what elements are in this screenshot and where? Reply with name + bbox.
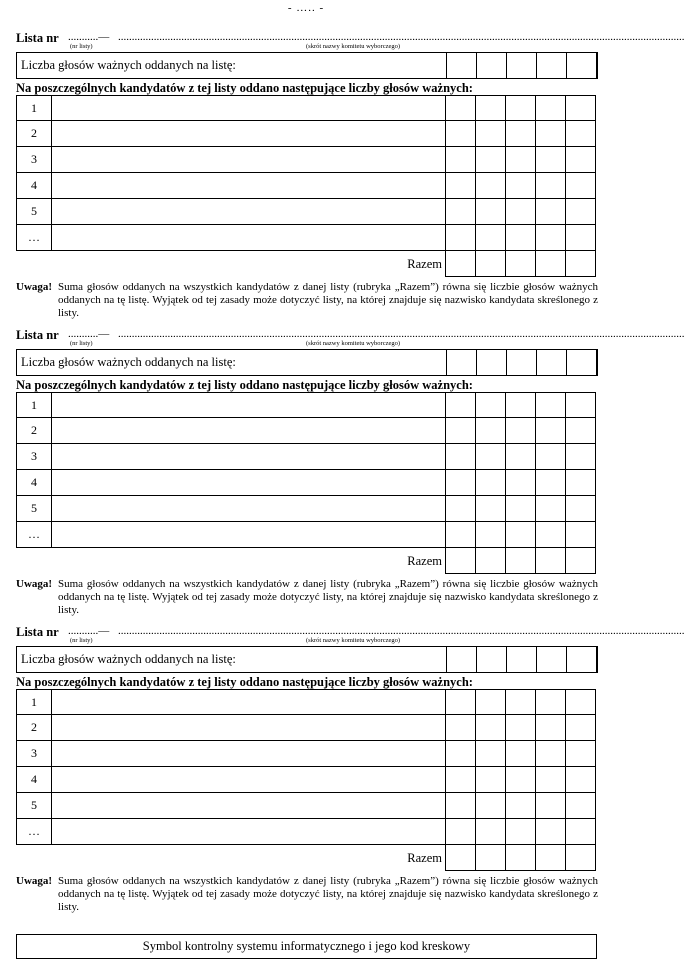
candidate-row [16,470,598,496]
caption-committee: (skrót nazwy komitetu wyborczego) [306,637,401,644]
candidate-number: 2 [16,418,52,444]
candidate-row [16,199,598,225]
digit-cell[interactable] [445,251,476,277]
digit-cell[interactable] [565,819,596,845]
candidate-vote-cells [445,121,596,147]
digit-cell[interactable] [535,418,566,444]
candidate-number: 2 [16,121,52,147]
digit-cell[interactable] [445,199,476,225]
page-marker: - ….. - [287,2,325,14]
digit-cell[interactable] [565,418,596,444]
digit-cell[interactable] [505,845,536,871]
candidates-intro: Na poszczególnych kandydatów z tej listy oddano następujące liczby głosów ważnych: [16,81,473,95]
list-number-field[interactable]: ...........— [68,31,110,43]
digit-cell[interactable] [535,251,566,277]
candidate-number: 3 [16,444,52,470]
candidate-name-field[interactable] [51,496,446,522]
candidate-name-field[interactable] [51,392,446,418]
digit-cell[interactable] [505,251,536,277]
digit-cell[interactable] [505,522,536,548]
committee-name-field[interactable]: .............................................................................................................................................................................................................. [118,625,685,637]
total-cells [445,251,596,277]
digit-cell[interactable] [475,418,506,444]
candidate-number: 5 [16,496,52,522]
digit-cell[interactable] [535,496,566,522]
candidate-number: 5 [16,199,52,225]
digit-cell[interactable] [565,121,596,147]
digit-cell[interactable] [565,741,596,767]
digit-cell[interactable] [475,767,506,793]
candidate-name-field[interactable] [51,522,446,548]
candidate-number: 4 [16,173,52,199]
list-section [16,30,685,330]
list-header [16,327,685,349]
digit-cell[interactable] [505,444,536,470]
digit-cell[interactable] [536,349,567,376]
digit-cell[interactable] [565,225,596,251]
digit-cell[interactable] [566,52,597,79]
candidate-name-field[interactable] [51,741,446,767]
digit-cell[interactable] [475,715,506,741]
digit-cell[interactable] [535,444,566,470]
digit-cell[interactable] [445,741,476,767]
candidates-intro: Na poszczególnych kandydatów z tej listy oddano następujące liczby głosów ważnych: [16,378,473,392]
digit-cell[interactable] [506,349,537,376]
candidate-name-field[interactable] [51,418,446,444]
digit-cell[interactable] [475,793,506,819]
digit-cell[interactable] [476,52,507,79]
total-cells [445,548,596,574]
digit-cell[interactable] [505,392,536,418]
digit-cell[interactable] [475,741,506,767]
digit-cell[interactable] [475,199,506,225]
candidate-number: 2 [16,715,52,741]
candidate-row [16,741,598,767]
candidate-number: … [16,225,52,251]
candidate-row [16,715,598,741]
digit-cell[interactable] [565,548,596,574]
digit-cell[interactable] [505,741,536,767]
digit-cell[interactable] [476,349,507,376]
digit-cell[interactable] [535,522,566,548]
digit-cell[interactable] [535,147,566,173]
digit-cell[interactable] [565,715,596,741]
candidate-name-field[interactable] [51,147,446,173]
candidate-vote-cells [445,689,596,715]
candidate-number: … [16,522,52,548]
list-header [16,624,685,646]
digit-cell[interactable] [535,741,566,767]
candidate-name-field[interactable] [51,819,446,845]
digit-cell[interactable] [475,819,506,845]
caption-list-number: (nr listy) [70,43,93,50]
candidate-vote-cells [445,767,596,793]
candidate-name-field[interactable] [51,793,446,819]
committee-name-field[interactable]: .............................................................................................................................................................................................................. [118,31,685,43]
digit-cell[interactable] [445,767,476,793]
digit-cell[interactable] [535,392,566,418]
digit-cell[interactable] [445,444,476,470]
digit-cell[interactable] [505,767,536,793]
digit-cell[interactable] [475,173,506,199]
list-number-field[interactable]: ...........— [68,328,110,340]
digit-cell[interactable] [475,496,506,522]
candidate-vote-cells [445,418,596,444]
digit-cell[interactable] [475,548,506,574]
candidate-name-field[interactable] [51,715,446,741]
candidate-row [16,444,598,470]
total-cells [445,845,596,871]
valid-votes-label: Liczba głosów ważnych oddanych na listę: [21,58,236,72]
digit-cell[interactable] [565,470,596,496]
digit-cell[interactable] [505,496,536,522]
valid-votes-row [16,646,598,673]
digit-cell[interactable] [475,522,506,548]
valid-votes-row [16,52,598,79]
digit-cell[interactable] [445,522,476,548]
candidate-name-field[interactable] [51,689,446,715]
candidate-number: 3 [16,147,52,173]
candidate-name-field[interactable] [51,173,446,199]
digit-cell[interactable] [505,470,536,496]
digit-cell[interactable] [505,793,536,819]
caption-committee: (skrót nazwy komitetu wyborczego) [306,340,401,347]
digit-cell[interactable] [445,496,476,522]
candidate-vote-cells [445,225,596,251]
list-label: Lista nr [16,328,59,342]
digit-cell[interactable] [475,689,506,715]
candidate-vote-cells [445,95,596,121]
digit-cell[interactable] [445,715,476,741]
digit-cell[interactable] [505,715,536,741]
digit-cell[interactable] [475,121,506,147]
digit-cell[interactable] [565,199,596,225]
digit-cell[interactable] [505,95,536,121]
note-label: Uwaga! [16,578,53,590]
digit-cell[interactable] [505,225,536,251]
digit-cell[interactable] [565,689,596,715]
candidate-vote-cells [445,793,596,819]
digit-cell[interactable] [445,418,476,444]
candidate-number: 1 [16,689,52,715]
digit-cell[interactable] [445,793,476,819]
digit-cell[interactable] [505,147,536,173]
digit-cell[interactable] [565,95,596,121]
valid-votes-label: Liczba głosów ważnych oddanych na listę: [21,355,236,369]
digit-cell[interactable] [535,199,566,225]
candidate-vote-cells [445,470,596,496]
digit-cell[interactable] [535,121,566,147]
candidate-name-field[interactable] [51,95,446,121]
note-label: Uwaga! [16,281,53,293]
candidate-row [16,496,598,522]
candidate-row [16,418,598,444]
candidate-number: 1 [16,392,52,418]
digit-cell[interactable] [535,793,566,819]
digit-cell[interactable] [445,845,476,871]
digit-cell[interactable] [565,522,596,548]
note-text: Suma głosów oddanych na wszystkich kandydatów z danej listy (rubryka „Razem”) równa się liczbie głosów ważnych oddanych na tę listę. Wyjątek od tej zasady może dotyczyć listy, na której znajduje się nazwisko kandydata skreślonego z listy. [58,281,598,319]
digit-cell[interactable] [535,689,566,715]
digit-cell[interactable] [475,251,506,277]
candidate-row [16,225,598,251]
list-label: Lista nr [16,31,59,45]
candidate-name-field[interactable] [51,470,446,496]
candidate-row [16,95,598,121]
total-label: Razem [407,257,442,271]
candidate-number: 5 [16,793,52,819]
candidates-intro: Na poszczególnych kandydatów z tej listy oddano następujące liczby głosów ważnych: [16,675,473,689]
digit-cell[interactable] [535,95,566,121]
digit-cell[interactable] [505,121,536,147]
digit-cell[interactable] [536,52,567,79]
candidate-vote-cells [445,496,596,522]
committee-name-field[interactable]: .............................................................................................................................................................................................................. [118,328,685,340]
digit-cell[interactable] [535,548,566,574]
candidate-vote-cells [445,715,596,741]
digit-cell[interactable] [445,819,476,845]
digit-cell[interactable] [505,819,536,845]
candidate-number: 1 [16,95,52,121]
candidate-row [16,522,598,548]
candidates-table [16,95,598,277]
digit-cell[interactable] [475,444,506,470]
digit-cell[interactable] [506,646,537,673]
digit-cell[interactable] [445,470,476,496]
digit-cell[interactable] [535,173,566,199]
candidate-name-field[interactable] [51,767,446,793]
digit-cell[interactable] [446,349,477,376]
digit-cell[interactable] [475,470,506,496]
digit-cell[interactable] [505,173,536,199]
total-row [16,251,598,277]
candidate-row [16,121,598,147]
digit-cell[interactable] [535,845,566,871]
digit-cell[interactable] [535,470,566,496]
digit-cell[interactable] [535,819,566,845]
candidate-row [16,392,598,418]
candidate-number: 4 [16,470,52,496]
digit-cell[interactable] [445,548,476,574]
candidate-number: 3 [16,741,52,767]
caption-committee: (skrót nazwy komitetu wyborczego) [306,43,401,50]
digit-cell[interactable] [476,646,507,673]
candidate-vote-cells [445,819,596,845]
digit-cell[interactable] [565,845,596,871]
candidate-vote-cells [445,199,596,225]
digit-cell[interactable] [475,392,506,418]
digit-cell[interactable] [535,715,566,741]
digit-cell[interactable] [535,767,566,793]
candidate-number: 4 [16,767,52,793]
caption-list-number: (nr listy) [70,340,93,347]
total-label: Razem [407,851,442,865]
digit-cell[interactable] [566,646,597,673]
valid-votes-label: Liczba głosów ważnych oddanych na listę: [21,652,236,666]
total-row [16,845,598,871]
digit-cell[interactable] [505,689,536,715]
digit-cell[interactable] [475,225,506,251]
digit-cell[interactable] [565,496,596,522]
digit-cell[interactable] [566,349,597,376]
digit-cell[interactable] [446,646,477,673]
candidate-vote-cells [445,741,596,767]
candidates-table [16,392,598,574]
valid-votes-row [16,349,598,376]
digit-cell[interactable] [505,418,536,444]
candidate-vote-cells [445,147,596,173]
candidate-row [16,147,598,173]
candidate-name-field[interactable] [51,199,446,225]
digit-cell[interactable] [505,548,536,574]
total-label: Razem [407,554,442,568]
digit-cell[interactable] [445,689,476,715]
note-text: Suma głosów oddanych na wszystkich kandydatów z danej listy (rubryka „Razem”) równa się liczbie głosów ważnych oddanych na tę listę. Wyjątek od tej zasady może dotyczyć listy, na której znajduje się nazwisko kandydata skreślonego z listy. [58,578,598,616]
total-row [16,548,598,574]
digit-cell[interactable] [565,793,596,819]
list-section [16,624,685,924]
list-label: Lista nr [16,625,59,639]
valid-votes-cells [446,349,597,376]
valid-votes-cells [446,52,597,79]
candidate-row [16,819,598,845]
digit-cell[interactable] [475,147,506,173]
barcode-box: Symbol kontrolny systemu informatycznego i jego kod kreskowy [16,934,597,959]
digit-cell[interactable] [445,95,476,121]
digit-cell[interactable] [475,95,506,121]
digit-cell[interactable] [445,173,476,199]
digit-cell[interactable] [565,173,596,199]
digit-cell[interactable] [445,225,476,251]
candidate-row [16,689,598,715]
digit-cell[interactable] [445,392,476,418]
candidate-name-field[interactable] [51,121,446,147]
candidate-vote-cells [445,173,596,199]
digit-cell[interactable] [446,52,477,79]
digit-cell[interactable] [445,121,476,147]
list-number-field[interactable]: ...........— [68,625,110,637]
caption-list-number: (nr listy) [70,637,93,644]
candidate-row [16,793,598,819]
candidate-name-field[interactable] [51,225,446,251]
candidate-vote-cells [445,522,596,548]
digit-cell[interactable] [565,392,596,418]
digit-cell[interactable] [565,767,596,793]
valid-votes-cells [446,646,597,673]
candidate-name-field[interactable] [51,444,446,470]
candidate-row [16,173,598,199]
candidate-number: … [16,819,52,845]
digit-cell[interactable] [445,147,476,173]
note-text: Suma głosów oddanych na wszystkich kandydatów z danej listy (rubryka „Razem”) równa się liczbie głosów ważnych oddanych na tę listę. Wyjątek od tej zasady może dotyczyć listy, na której znajduje się nazwisko kandydata skreślonego z listy. [58,875,598,913]
candidate-vote-cells [445,392,596,418]
digit-cell[interactable] [506,52,537,79]
digit-cell[interactable] [565,444,596,470]
note-label: Uwaga! [16,875,53,887]
candidates-table [16,689,598,871]
list-header [16,30,685,52]
digit-cell[interactable] [505,199,536,225]
candidate-row [16,767,598,793]
digit-cell[interactable] [565,147,596,173]
list-section [16,327,685,627]
candidate-vote-cells [445,444,596,470]
digit-cell[interactable] [475,845,506,871]
digit-cell[interactable] [535,225,566,251]
digit-cell[interactable] [536,646,567,673]
digit-cell[interactable] [565,251,596,277]
